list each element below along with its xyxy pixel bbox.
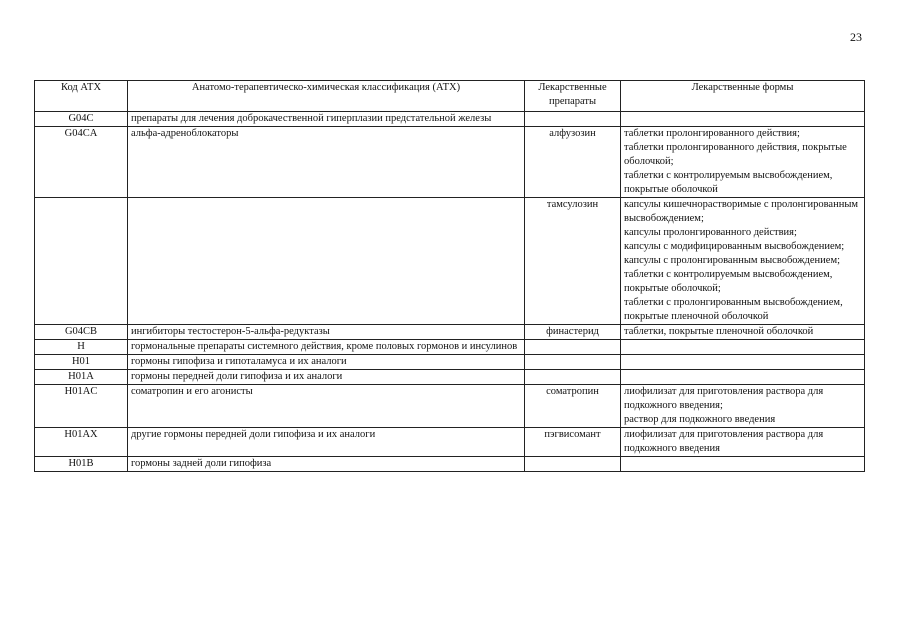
cell-code: G04CA	[35, 127, 128, 198]
cell-code: H01B	[35, 457, 128, 472]
cell-drug: алфузозин	[525, 127, 621, 198]
table-row	[35, 428, 865, 457]
cell-classification: другие гормоны передней доли гипофиза и их аналоги	[128, 428, 525, 457]
cell-classification: гормоны передней доли гипофиза и их аналоги	[128, 370, 525, 385]
cell-forms	[621, 340, 865, 355]
header-classification: Анатомо-терапевтическо-химическая классификация (АТХ)	[128, 81, 525, 112]
cell-code	[35, 198, 128, 325]
cell-drug: пэгвисомант	[525, 428, 621, 457]
cell-code: H	[35, 340, 128, 355]
table-row	[35, 340, 865, 355]
cell-drug	[525, 112, 621, 127]
header-row	[35, 81, 865, 112]
table-header	[35, 81, 865, 112]
cell-forms: лиофилизат для приготовления раствора для подкожного введения; раствор для подкожного введения	[621, 385, 865, 428]
cell-forms	[621, 112, 865, 127]
table-row	[35, 385, 865, 428]
cell-drug: соматропин	[525, 385, 621, 428]
cell-code: H01AC	[35, 385, 128, 428]
cell-classification: ингибиторы тестостерон-5-альфа-редуктазы	[128, 325, 525, 340]
header-code: Код АТХ	[35, 81, 128, 112]
cell-drug	[525, 355, 621, 370]
cell-forms	[621, 355, 865, 370]
cell-classification: альфа-адреноблокаторы	[128, 127, 525, 198]
table-body	[35, 112, 865, 472]
table-row	[35, 198, 865, 325]
table-row	[35, 370, 865, 385]
header-forms: Лекарственные формы	[621, 81, 865, 112]
cell-drug: финастерид	[525, 325, 621, 340]
header-drugs: Лекарственные препараты	[525, 81, 621, 112]
cell-drug	[525, 457, 621, 472]
table-row	[35, 325, 865, 340]
cell-code: G04C	[35, 112, 128, 127]
cell-drug	[525, 340, 621, 355]
atx-table	[34, 80, 865, 472]
table-row	[35, 355, 865, 370]
cell-classification	[128, 198, 525, 325]
cell-drug: тамсулозин	[525, 198, 621, 325]
cell-classification: гормональные препараты системного действия, кроме половых гормонов и инсулинов	[128, 340, 525, 355]
cell-forms: таблетки, покрытые пленочной оболочкой	[621, 325, 865, 340]
cell-code: G04CB	[35, 325, 128, 340]
cell-classification: препараты для лечения доброкачественной гиперплазии предстательной железы	[128, 112, 525, 127]
cell-forms	[621, 457, 865, 472]
cell-code: H01AX	[35, 428, 128, 457]
cell-code: H01	[35, 355, 128, 370]
table-row	[35, 457, 865, 472]
cell-forms: лиофилизат для приготовления раствора для подкожного введения	[621, 428, 865, 457]
table-row	[35, 127, 865, 198]
cell-forms	[621, 370, 865, 385]
cell-classification: гормоны задней доли гипофиза	[128, 457, 525, 472]
page-number: 23	[850, 30, 862, 44]
cell-classification: соматропин и его агонисты	[128, 385, 525, 428]
cell-code: H01A	[35, 370, 128, 385]
cell-classification: гормоны гипофиза и гипоталамуса и их аналоги	[128, 355, 525, 370]
table-row	[35, 112, 865, 127]
cell-drug	[525, 370, 621, 385]
cell-forms: таблетки пролонгированного действия; таблетки пролонгированного действия, покрытые оболочкой; таблетки с контролируемым высвобождением, покрытые оболочкой	[621, 127, 865, 198]
cell-forms: капсулы кишечнорастворимые с пролонгированным высвобождением; капсулы пролонгированного действия; капсулы с модифицированным высвобождением; капсулы с пролонгированным высвобождением; таблетки с контролируемым высвобождением, покрытые оболочкой; таблетки с пролонгированным высвобождением, покрытые пленочной оболочкой	[621, 198, 865, 325]
